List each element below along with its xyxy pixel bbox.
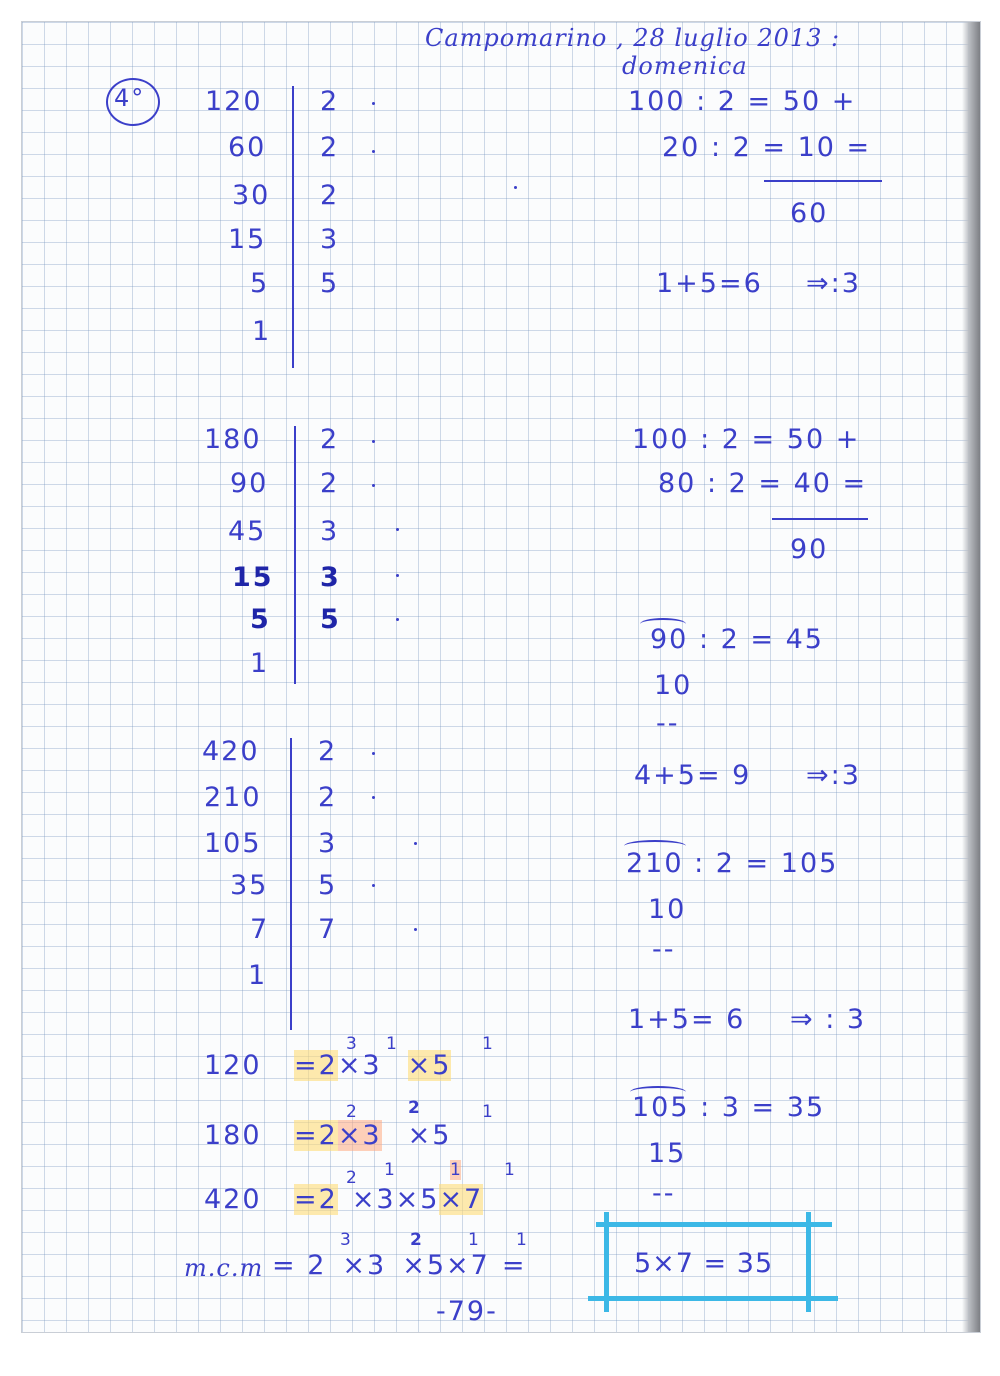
dividend: 1 — [248, 960, 268, 991]
sum-line — [764, 180, 882, 182]
exponent: 1 — [450, 1160, 461, 1180]
digit-sum: 1+5= 6 — [628, 1004, 746, 1035]
digit-sum: 4+5= 9 — [634, 760, 752, 791]
calc-line: 20 : 2 = 10 = — [662, 132, 872, 163]
box-bottom — [588, 1296, 838, 1301]
divisor: 2 — [318, 782, 338, 813]
calc-remainder: 10 — [654, 670, 693, 701]
dividend: 5 — [250, 268, 270, 299]
notebook-page — [22, 22, 980, 1332]
calc-line: 105 : 3 = 35 — [632, 1092, 826, 1123]
dividend: 15 — [228, 224, 267, 255]
divisor: 3 — [320, 224, 340, 255]
mcm-factor: ×5×7 — [402, 1250, 490, 1281]
number: 120 — [204, 1050, 262, 1081]
dividend: 105 — [204, 828, 262, 859]
divisor: 2 — [320, 132, 340, 163]
box-top — [596, 1222, 832, 1227]
mark-dot — [372, 484, 375, 487]
factor: =2 — [294, 1050, 338, 1081]
sum-line — [772, 518, 868, 520]
calc-remainder: 10 — [648, 894, 687, 925]
division-bar — [290, 738, 292, 1030]
factor: ×3 — [337, 1120, 382, 1151]
mark-dot — [372, 440, 375, 443]
factor: ×5 — [407, 1120, 452, 1151]
mark-dot — [372, 796, 375, 799]
header-place-date: Campomarino , 28 luglio 2013 : — [425, 24, 841, 52]
calc-result: 60 — [790, 198, 829, 229]
calc-line: 90 : 2 = 45 — [650, 624, 824, 655]
mcm-equals: = — [501, 1250, 527, 1281]
page-number: -79- — [436, 1296, 498, 1327]
divisible-note: ⇒:3 — [806, 268, 861, 299]
exponent: 1 — [504, 1160, 515, 1180]
division-bar — [292, 86, 294, 368]
exponent: 1 — [468, 1230, 479, 1250]
exponent: 1 — [482, 1034, 493, 1054]
divisor: 5 — [320, 268, 340, 299]
exponent: 2 — [408, 1098, 420, 1118]
dividend: 1 — [252, 316, 272, 347]
mark-dot — [372, 102, 375, 105]
factor: ×7 — [439, 1184, 484, 1215]
calc-dashes: -- — [652, 1178, 676, 1209]
dividend: 1 — [250, 648, 270, 679]
dividend: 15 — [232, 562, 274, 593]
dividend: 7 — [250, 914, 270, 945]
boxed-result-text: 5×7 = 35 — [634, 1248, 774, 1279]
exponent: 1 — [482, 1102, 493, 1122]
factor: ×3 — [351, 1184, 396, 1215]
factor: ×5 — [395, 1184, 440, 1215]
divisor: 3 — [320, 562, 341, 593]
factor: =2 — [294, 1120, 338, 1151]
divisor: 5 — [318, 870, 338, 901]
exercise-number: 4° — [114, 84, 146, 112]
calc-line: 210 : 2 = 105 — [626, 848, 839, 879]
number: 420 — [204, 1184, 262, 1215]
divisor: 3 — [318, 828, 338, 859]
dividend: 420 — [202, 736, 260, 767]
mark-dot — [396, 528, 399, 531]
calc-line: 80 : 2 = 40 = — [658, 468, 868, 499]
header-weekday: domenica — [622, 52, 748, 80]
exponent: 1 — [516, 1230, 527, 1250]
dividend: 5 — [250, 604, 271, 635]
divisible-note: ⇒ : 3 — [790, 1004, 867, 1035]
calc-dashes: -- — [656, 708, 680, 739]
exponent: 1 — [384, 1160, 395, 1180]
exponent: 2 — [410, 1230, 422, 1250]
calc-remainder: 15 — [648, 1138, 687, 1169]
box-right — [806, 1212, 811, 1312]
mark-dot — [414, 842, 417, 845]
mcm-factor: ×3 — [342, 1250, 387, 1281]
exponent: 1 — [386, 1034, 397, 1054]
dividend: 90 — [230, 468, 269, 499]
factor: ×3 — [337, 1050, 382, 1081]
calc-line: 100 : 2 = 50 + — [628, 86, 857, 117]
mark-dot — [396, 618, 399, 621]
divisible-note: ⇒:3 — [806, 760, 861, 791]
exponent: 3 — [346, 1034, 357, 1054]
dividend: 35 — [230, 870, 269, 901]
division-bar — [294, 426, 296, 684]
divisor: 2 — [320, 468, 340, 499]
dividend: 30 — [232, 180, 271, 211]
exponent: 2 — [346, 1102, 357, 1122]
mark-dot — [372, 150, 375, 153]
divisor: 2 — [320, 86, 340, 117]
mark-dot — [372, 884, 375, 887]
mark-dot — [396, 574, 399, 577]
factor: =2 — [294, 1184, 338, 1215]
divisor: 2 — [318, 736, 338, 767]
divisor: 3 — [320, 516, 340, 547]
dividend: 180 — [204, 424, 262, 455]
box-left — [604, 1212, 609, 1312]
dividend: 60 — [228, 132, 267, 163]
dividend: 120 — [205, 86, 263, 117]
exponent: 2 — [346, 1168, 357, 1188]
mark-dot — [414, 928, 417, 931]
calc-line: 100 : 2 = 50 + — [632, 424, 861, 455]
mcm-label: m.c.m — [184, 1254, 264, 1282]
divisor: 7 — [318, 914, 338, 945]
exponent: 3 — [340, 1230, 351, 1250]
dividend: 210 — [204, 782, 262, 813]
digit-sum: 1+5=6 — [656, 268, 763, 299]
calc-dashes: -- — [652, 934, 676, 965]
divisor: 2 — [320, 424, 340, 455]
factor: ×5 — [407, 1050, 452, 1081]
page-edge-shadow — [962, 22, 980, 1332]
mcm-factor: = 2 — [272, 1250, 327, 1281]
number: 180 — [204, 1120, 262, 1151]
divisor: 2 — [320, 180, 340, 211]
divisor: 5 — [320, 604, 341, 635]
calc-result: 90 — [790, 534, 829, 565]
mark-dot — [514, 186, 517, 189]
dividend: 45 — [228, 516, 267, 547]
mark-dot — [372, 752, 375, 755]
